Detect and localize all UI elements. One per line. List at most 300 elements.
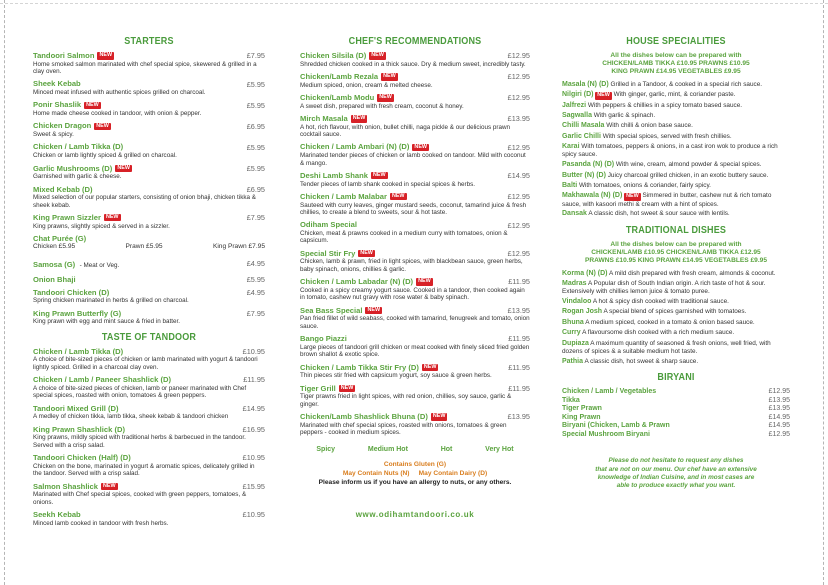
starter-item-desc: Minced meat infused with authentic spices grilled on charcoal. (33, 89, 206, 97)
tandoor-name-wrap (33, 405, 119, 413)
traditional-row (562, 358, 790, 366)
starter-item-desc: Sweet & spicy. (33, 131, 74, 139)
biryani-row (562, 405, 790, 414)
house-name: Dansak (562, 210, 587, 218)
chef-item-desc: Tender pieces of lamb shank cooked in special spices & herbs. (300, 180, 476, 188)
traditional-desc: A medium spiced, cooked in a tomato & onion based sauce. (585, 318, 755, 326)
new-badge: NEW (626, 193, 639, 200)
chef-item-name: Chicken/Lamb Modu (300, 93, 375, 103)
traditional-dishes-title: TRADITIONAL DISHES (625, 223, 727, 236)
new-badge: NEW (372, 172, 386, 179)
chef-item-price: £12.95 (507, 192, 530, 202)
left-dashed-border (4, 0, 5, 585)
chef-item-name: Chicken / Lamb Malabar (300, 191, 387, 201)
biryani-name: Biryani (Chicken, Lamb & Prawn (562, 422, 670, 430)
tandoor-item-price: £14.95 (242, 403, 265, 413)
samosa-note: - Meat or Veg. (79, 262, 120, 270)
house-row (562, 172, 790, 180)
chat-king-prawn-price: King Prawn £7.95 (212, 242, 265, 250)
new-badge: NEW (340, 384, 354, 391)
tandoor-item-name: King Prawn Shashlick (D) (33, 424, 125, 434)
chef-item-price: £12.95 (507, 51, 530, 61)
chef-item-head (300, 307, 530, 315)
tandoori-chicken-starter-name: Tandoori Chicken (D) (33, 287, 110, 297)
tandoor-item (33, 454, 265, 477)
traditional-name: Pathia (562, 357, 584, 365)
chef-item (300, 250, 530, 273)
chef-item-head (300, 94, 530, 102)
house-desc: Simmered in butter, cashew nut & rich tomato sauce, with kasoori methi & cream with a hint of spices. (562, 192, 772, 208)
house-desc: With garlic & spinach. (593, 111, 656, 119)
chef-item-head (300, 52, 530, 60)
house-row (562, 192, 790, 208)
king-prawn-butterfly-price: £7.95 (246, 308, 265, 318)
chef-name-wrap (300, 307, 382, 315)
starter-item-price: £5.95 (246, 163, 265, 173)
starter-name-wrap (33, 143, 123, 151)
footer-note-line-2: that are not on our menu. Our chef have an extensive (595, 465, 757, 473)
traditional-row (562, 319, 790, 327)
onion-bhaji-item (33, 276, 265, 284)
chef-item-head (300, 221, 530, 229)
chef-item (300, 364, 530, 380)
house-name: Jalfrezi (562, 101, 587, 109)
house-desc: A classic dish, hot sweet & sour sauce with lentils. (588, 210, 730, 218)
chef-item-price: £12.95 (507, 142, 530, 152)
middle-column (300, 30, 530, 519)
traditional-name: Korma (N) (D) (562, 269, 608, 277)
starter-item-head (33, 165, 265, 173)
house-desc: With chilli & onion base sauce. (606, 122, 693, 130)
biryani-row (562, 422, 790, 431)
tandoor-item-desc: Chicken on the bone, marinated in yogurt & aromatic spices, delicately grilled in the tandoor. Served with a crisp salad. (33, 462, 255, 478)
chef-item-head (300, 364, 530, 372)
traditional-row (562, 298, 790, 306)
chef-name-wrap (300, 364, 438, 372)
starter-item-desc: Mixed selection of our popular starters, consisting of onion bhaji, chicken tikka & sheek kebab. (33, 194, 256, 209)
starter-item-head (33, 186, 265, 194)
house-intro-line-2: CHICKEN/LAMB TIKKA £10.95 PRAWNS £10.95 (602, 59, 750, 67)
top-dashed-border (0, 3, 828, 4)
tandoor-item-price: £16.95 (242, 424, 265, 434)
traditional-row (562, 270, 790, 278)
house-name: Nilgiri (D) (562, 91, 594, 99)
biryani-price: £12.95 (768, 388, 790, 396)
starter-item-price: £6.95 (246, 121, 265, 131)
samosa-name: Samosa (G) (33, 260, 76, 270)
chef-item-head (300, 193, 530, 201)
traditional-desc: A flavoursome dish cooked with a rich medium sauce. (582, 329, 735, 337)
tandoor-item-head (33, 483, 265, 491)
chef-name-wrap (300, 73, 398, 81)
starters-title: STARTERS (124, 35, 174, 47)
chef-item-desc: Sauteed with curry leaves, ginger mustard seeds, coconut, tamarind juice & fresh chillies, to create a blend to sweets, sour & hot taste. (300, 201, 527, 216)
biryani-price: £14.95 (768, 422, 790, 430)
house-row (562, 143, 790, 159)
new-badge: NEW (367, 306, 381, 313)
allergy-warning: Please inform us if you have an allergy to nuts, or any others. (318, 479, 512, 487)
starter-item-name: Chicken / Lamb Tikka (D) (33, 142, 124, 152)
chef-item (300, 278, 530, 301)
chef-item-price: £11.95 (508, 334, 530, 344)
allergy-nuts-dairy: May Contain Nuts (N) May Contain Dairy (D) (342, 470, 488, 478)
house-specialities-intro (562, 52, 790, 76)
website-link[interactable]: www.odihamtandoori.co.uk (355, 510, 475, 520)
traditional-name: Rogan Josh (562, 308, 603, 316)
house-name: Masala (N) (D) (562, 80, 609, 88)
house-desc: With tomatoes, peppers & onions, in a cast iron wok to produce a rich spicy sauce. (562, 143, 778, 159)
traditional-desc: A special blend of spices garnished with tomatoes. (603, 308, 747, 316)
chef-item (300, 115, 530, 138)
house-row (562, 122, 790, 130)
chef-item-price: £12.95 (507, 93, 530, 103)
chef-item-desc: Tiger prawns fried in light spices, with red onion, chillies, soy sauce, garlic & ginger. (300, 393, 512, 408)
biryani-price: £14.95 (768, 413, 790, 421)
starter-name-wrap (33, 80, 81, 88)
chef-item-price: £13.95 (507, 412, 530, 422)
house-name: Chilli Masala (562, 122, 605, 130)
chef-name-wrap (300, 278, 433, 286)
chat-puree-name: Chat Purée (G) (33, 233, 87, 243)
starter-item-price: £7.95 (246, 213, 265, 223)
tandoor-item-name: Tandoori Chicken (Half) (D) (33, 453, 131, 463)
traditional-desc: A mild dish prepared with fresh cream, almonds & coconut. (608, 269, 776, 277)
starter-name-wrap (33, 186, 93, 194)
footer-note-line-3: knowledge of Indian Cuisine, and in most cases are (597, 473, 755, 481)
new-badge: NEW (423, 363, 437, 370)
chef-item-head (300, 73, 530, 81)
starter-item-price: £5.95 (246, 142, 265, 152)
traditional-desc: A Popular dish of South Indian origin. A rich taste of hot & sour. Extensively with chillies lemon juice & tomato puree. (562, 279, 766, 296)
tandoor-item (33, 426, 265, 449)
biryani-title: BIRYANI (657, 371, 695, 384)
traditional-desc: A classic dish, hot sweet & sharp sauce. (584, 357, 699, 365)
new-badge: NEW (418, 278, 431, 285)
tandoor-item (33, 405, 265, 421)
tandoor-item-desc: King prawns, mildly spiced with traditional herbs & barbecued in the tandoor. Served with a crisp salad. (33, 434, 246, 449)
tandoor-item-desc: A choice of bite-sized pieces of chicken or lamb marinated with yogurt & tandoori lightly spiced. Grilled in a charcoal clay oven. (33, 356, 258, 371)
new-badge: NEW (99, 52, 113, 59)
starter-item-desc: King prawns, slightly spiced & served in a sizzler. (33, 222, 170, 230)
house-row (562, 81, 790, 89)
chef-item-name: Sea Bass Special (300, 305, 363, 315)
chef-item (300, 172, 530, 188)
starter-item-name: Tandoori Salmon (33, 51, 95, 60)
traditional-name: Curry (562, 329, 581, 337)
tandoor-item-price: £10.95 (242, 453, 265, 463)
tandoor-name-wrap (33, 483, 118, 491)
house-intro-line-3: KING PRAWN £14.95 VEGETABLES £9.95 (611, 67, 741, 75)
new-badge: NEW (96, 122, 109, 129)
starter-item (33, 186, 265, 209)
chef-item (300, 193, 530, 216)
traditional-desc: A hot & spicy dish cooked with traditional sauce. (592, 298, 729, 305)
house-desc: Juicy charcoal grilled chicken, in an exotic buttery sauce. (607, 171, 769, 179)
tandoor-item-name: Chicken / Lamb Tikka (D) (33, 346, 124, 356)
starter-name-wrap (33, 52, 114, 60)
chef-name-wrap (300, 413, 447, 421)
chef-item (300, 52, 530, 68)
chef-name-wrap (300, 221, 357, 229)
chef-item-desc: Thin pieces stir fried with capsicum yogurt, soy sauce & green herbs. (300, 372, 492, 380)
allergy-gluten: Contains Gluten (G) (383, 461, 447, 469)
traditional-name: Dupiaza (562, 339, 589, 347)
taste-of-tandoor-list (33, 348, 265, 527)
traditional-intro-line-3: PRAWNS £10.95 KING PRAWN £14.95 VEGETABLES £9.95 (584, 256, 767, 264)
tandoor-item-desc: A medley of chicken tikka, lamb tikka, sheek kebab & tandoori chicken (33, 413, 229, 421)
traditional-row (562, 280, 790, 296)
tandoor-item (33, 483, 265, 506)
house-intro-line-1: All the dishes below can be prepared with (610, 52, 742, 59)
starter-item-name: Mixed Kebab (D) (33, 184, 93, 194)
chef-name-wrap (300, 94, 394, 102)
chef-item-name: Mirch Masala (300, 114, 348, 124)
chef-item (300, 385, 530, 408)
chef-item-price: £11.95 (508, 362, 530, 372)
house-name: Butter (N) (D) (562, 171, 606, 179)
chef-item-name: Chicken/Lamb Rezala (300, 72, 379, 82)
chef-item-name: Chicken / Lamb Ambari (N) (D) (300, 142, 410, 152)
chef-item-head (300, 250, 530, 258)
chef-item-name: Tiger Grill (300, 383, 336, 393)
starter-name-wrap (33, 165, 132, 173)
biryani-name: Special Mushroom Biryani (562, 430, 650, 438)
biryani-price: £13.95 (768, 405, 790, 413)
chef-item-desc: Medium spiced, onion, cream & melted cheese. (300, 81, 433, 89)
king-prawn-butterfly-item (33, 310, 265, 326)
chef-item-desc: Large pieces of tandoori grill chicken or meat cooked with finely sliced fried golden brown shallot & exotic spice. (300, 343, 530, 359)
starter-item (33, 122, 265, 138)
chef-item-name: Odiham Special (300, 220, 357, 230)
tandoor-item-name: Seekh Kebab (33, 509, 81, 519)
starter-item-price: £5.95 (246, 100, 265, 110)
chef-item-name: Bango Piazzi (300, 334, 347, 344)
tandoor-item-name: Chicken / Lamb / Paneer Shashlick (D) (33, 375, 171, 385)
right-dashed-border (823, 0, 824, 585)
house-desc: With peppers & chillies in a spicy tomato based sauce. (587, 101, 743, 109)
house-name: Makhawala (N) (D) (562, 192, 623, 200)
tandoori-chicken-starter-desc: Spring chicken marinated in herbs & grilled on charcoal. (33, 297, 189, 305)
chef-item (300, 143, 530, 166)
starter-item-name: King Prawn Sizzler (33, 212, 101, 222)
traditional-intro-line-1: All the dishes below can be prepared with (610, 240, 742, 248)
house-desc: Grilled in a Tandoor, & cooked in a special rich sauce. (610, 80, 763, 88)
chef-item (300, 413, 530, 436)
starter-item (33, 214, 265, 230)
house-name: Karai (562, 143, 580, 151)
tandoor-item-desc: Minced lamb cooked in tandoor with fresh herbs. (33, 519, 169, 527)
taste-of-tandoor-title: TASTE OF TANDOOR (101, 330, 197, 343)
chef-item-head (300, 413, 530, 421)
tandoor-item-desc: Marinated with Chef special spices, cooked with green peppers, tomatoes, & onions. (33, 491, 247, 506)
house-row (562, 102, 790, 110)
traditional-name: Bhuna (562, 318, 584, 326)
starter-item (33, 143, 265, 159)
starter-item-name: Garlic Mushrooms (D) (33, 163, 113, 173)
chef-item-head (300, 278, 530, 286)
new-badge: NEW (414, 143, 427, 150)
starter-item-head (33, 80, 265, 88)
chef-item-desc: Chicken, meat & prawns cooked in a medium curry with tomatoes, onion & capsicum. (300, 229, 508, 245)
tandoor-item-head (33, 511, 265, 519)
tandoor-item-desc: A choice of bite-sized pieces of chicken, lamb or paneer marinated with Chef special spices, roasted with onion, tomatoes & green peppers. (33, 384, 247, 400)
tandoor-item (33, 376, 265, 399)
samosa-item (33, 255, 265, 271)
footer-note-line-4: able to produce exactly what you want. (616, 482, 736, 490)
starter-item (33, 165, 265, 181)
chefs-recommendations-title: CHEF'S RECOMMENDATIONS (348, 35, 482, 47)
starter-item (33, 52, 265, 75)
starter-name-wrap (33, 122, 111, 130)
biryani-list (562, 388, 790, 439)
footer-note-line-1: Please do not hesitate to request any dishes (608, 457, 744, 465)
chat-chicken-price: Chicken £5.95 (33, 242, 76, 250)
chef-item-name: Deshi Lamb Shank (300, 170, 368, 180)
biryani-name: King Prawn (562, 413, 601, 421)
biryani-name: Tikka (562, 396, 580, 404)
house-row (562, 133, 790, 141)
tandoor-name-wrap (33, 454, 131, 462)
traditional-dishes-intro (562, 241, 790, 265)
starter-name-wrap (33, 101, 101, 109)
tandoor-item-head (33, 348, 265, 356)
chef-item (300, 94, 530, 110)
chef-item-name: Chicken Silsila (D) (300, 51, 367, 60)
tandoori-chicken-starter-price: £4.95 (246, 287, 265, 297)
tandoor-item-name: Salmon Shashlick (33, 481, 98, 491)
chef-name-wrap (300, 172, 388, 180)
tandoori-chicken-starter-item (33, 289, 265, 305)
starter-item-price: £6.95 (246, 184, 265, 194)
house-desc: With tomatoes, onions & coriander, fairly spicy. (578, 181, 711, 189)
chef-name-wrap (300, 250, 375, 258)
house-name: Pasanda (N) (D) (562, 161, 615, 169)
spice-level-very-hot: Very Hot (485, 446, 514, 454)
traditional-name: Madras (562, 279, 587, 287)
tandoor-item-head (33, 454, 265, 462)
chef-item-price: £14.95 (507, 171, 530, 181)
new-badge: NEW (432, 413, 446, 420)
chef-item-price: £12.95 (507, 220, 530, 230)
chef-item-name: Chicken / Lamb Tikka Stir Fry (D) (300, 362, 419, 372)
new-badge: NEW (352, 115, 366, 122)
chef-item-price: £12.95 (507, 248, 530, 258)
chef-name-wrap (300, 52, 386, 60)
new-badge: NEW (371, 52, 384, 59)
spice-level-spicy: Spicy (316, 446, 336, 454)
chef-item-desc: Pan fried fillet of wild seabass, cooked with tamarind, fenugreek and tomato, onion sauce. (300, 315, 530, 330)
king-prawn-butterfly-name: King Prawn Butterfly (G) (33, 308, 122, 318)
chef-item-price: £12.95 (507, 72, 530, 82)
new-badge: NEW (360, 249, 373, 256)
chef-item-desc: Chicken, lamb & prawn, fried in light spices, with blackbean sauce, green herbs, baby spinach, onions, chillies & garlic. (300, 258, 523, 273)
starter-item-desc: Garnished with garlic & cheese. (33, 173, 122, 181)
house-row (562, 210, 790, 218)
starter-item-desc: Home smoked salmon marinated with chef special spice, skewered & grilled in a clay oven. (33, 60, 257, 76)
starter-name-wrap (33, 214, 121, 222)
house-name: Garlic Chilli (562, 132, 601, 140)
chef-name-wrap (300, 193, 407, 201)
chef-item-head (300, 143, 530, 151)
tandoor-item-price: £10.95 (242, 510, 265, 520)
biryani-price: £13.95 (768, 396, 790, 404)
house-row (562, 112, 790, 120)
biryani-row (562, 414, 790, 423)
onion-bhaji-name: Onion Bhaji (33, 275, 76, 285)
new-badge: NEW (117, 164, 130, 171)
house-row (562, 161, 790, 169)
new-badge: NEW (103, 482, 116, 489)
house-specialities-title: HOUSE SPECIALITIES (626, 35, 726, 47)
starter-item-name: Ponir Shaslik (33, 100, 82, 110)
house-specialities-list (562, 81, 790, 219)
biryani-name: Chicken / Lamb / Vegetables (562, 388, 657, 396)
chef-item-desc: Marinated with chef special spices, roasted with onions, tomatoes & green peppers - cooked in medium spices. (300, 421, 507, 437)
spice-level-medium-hot: Medium Hot (367, 446, 408, 454)
chef-item-price: £13.95 (507, 114, 530, 124)
allergy-info (300, 461, 530, 488)
house-name: Sagwalla (562, 111, 592, 119)
biryani-name: Tiger Prawn (562, 405, 602, 413)
new-badge: NEW (391, 193, 405, 200)
chef-item-head (300, 385, 530, 393)
traditional-row (562, 329, 790, 337)
chefs-recommendations-list (300, 52, 530, 436)
chef-item-desc: Marinated tender pieces of chicken or lamb cooked on tandoor. Mild with coconut & mango. (300, 152, 526, 167)
tandoor-name-wrap (33, 348, 123, 356)
chef-item-desc: Shredded chicken cooked in a thick sauce. Dry & medium sweet, incredibly tasty. (300, 60, 526, 68)
tandoor-name-wrap (33, 426, 125, 434)
right-column (562, 30, 790, 491)
house-name: Balti (562, 181, 578, 189)
chef-name-wrap (300, 385, 355, 393)
starter-item (33, 101, 265, 117)
chef-item-desc: A sweet dish, prepared with fresh cream, coconut & honey. (300, 102, 464, 110)
traditional-intro-line-2: CHICKEN/LAMB £10.95 CHICKEN/LAMB TIKKA £12.95 (591, 248, 761, 256)
chef-item (300, 73, 530, 89)
traditional-row (562, 340, 790, 356)
chef-name-wrap (300, 143, 429, 151)
chef-item-name: Chicken / Lamb Labadar (N) (D) (300, 277, 414, 287)
traditional-row (562, 308, 790, 316)
tandoor-item-head (33, 405, 265, 413)
starter-item-name: Sheek Kebab (33, 79, 81, 89)
chef-item-name: Chicken/Lamb Shashlick Bhuna (D) (300, 412, 428, 422)
biryani-price: £12.95 (768, 430, 790, 438)
left-column (33, 30, 265, 532)
chat-puree-item (33, 235, 265, 250)
house-row (562, 182, 790, 190)
biryani-row (562, 397, 790, 406)
traditional-dishes-list (562, 270, 790, 367)
king-prawn-butterfly-desc: King prawn with egg and mint sauce & fried in batter. (33, 318, 181, 326)
tandoor-name-wrap (33, 376, 171, 384)
chef-item (300, 335, 530, 358)
house-desc: With wine, cream, almond powder & special spices. (615, 161, 762, 169)
starter-item-desc: Chicken or lamb lightly spiced & grilled on charcoal. (33, 152, 177, 160)
starter-item-head (33, 52, 265, 60)
chef-item-head (300, 115, 530, 123)
footer-note (562, 457, 790, 490)
chef-item (300, 221, 530, 244)
biryani-row (562, 388, 790, 397)
house-desc: With special spices, served with fresh chillies. (602, 132, 732, 140)
samosa-price: £4.95 (246, 258, 265, 268)
new-badge: NEW (597, 92, 610, 99)
starter-item-price: £5.95 (246, 79, 265, 89)
starters-list (33, 52, 265, 230)
onion-bhaji-price: £5.95 (246, 275, 265, 285)
